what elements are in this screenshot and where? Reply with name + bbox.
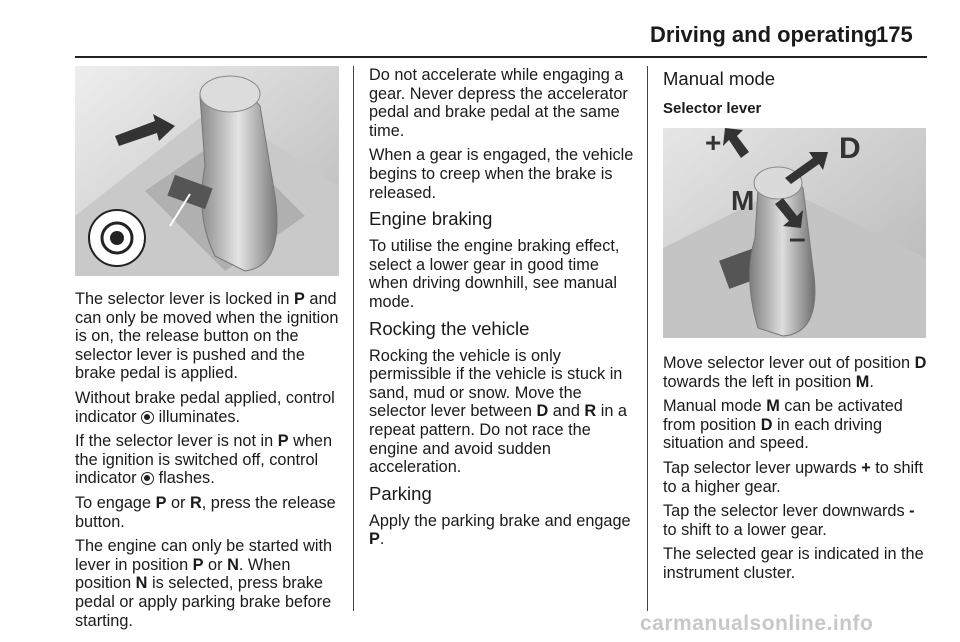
ignition-paragraph: If the selector lever is not in P when the ignition is switched off, control indicator flashes. xyxy=(75,432,333,488)
page-number: 175 xyxy=(876,22,913,47)
manual-mode-heading: Manual mode xyxy=(663,68,776,89)
downshift-paragraph: Tap the selector lever downwards - to shift to a lower gear. xyxy=(663,502,915,539)
column-divider-2 xyxy=(647,66,648,611)
watermark: carmanualsonline.info xyxy=(640,612,874,635)
brake-pedal-indicator-icon xyxy=(141,411,154,424)
page-header-title: Driving and operating xyxy=(650,22,878,47)
parking-heading: Parking xyxy=(369,482,432,504)
rocking-heading: Rocking the vehicle xyxy=(369,317,530,339)
indicator-paragraph: Without brake pedal applied, control indicator illuminates. xyxy=(75,388,335,426)
header-rule xyxy=(75,56,927,58)
column-1 xyxy=(75,290,345,636)
accelerate-paragraph: Do not accelerate while engaging a gear. Never depress the accelerator pedal and brake pedal at the same time. xyxy=(369,66,628,140)
engage-paragraph: To engage P or R, press the release button. xyxy=(75,493,336,531)
minus-label: – xyxy=(789,222,806,255)
parking-paragraph: Apply the parking brake and engage P. xyxy=(369,511,631,549)
column-divider-1 xyxy=(353,66,354,611)
plus-label: + xyxy=(705,128,722,158)
drive-label: D xyxy=(839,132,861,165)
manual-activate-paragraph: Manual mode M can be activated from position D in each driving situation and speed. xyxy=(663,397,903,453)
column-3 xyxy=(663,354,929,589)
move-lever-paragraph: Move selector lever out of position D towards the left in position M. xyxy=(663,354,927,391)
creep-paragraph: When a gear is engaged, the vehicle begins to creep when the brake is released. xyxy=(369,146,634,202)
engine-braking-paragraph: To utilise the engine braking effect, select a lower gear in good time when driving downhill, see manual mode. xyxy=(369,237,620,311)
selector-lever-heading: Selector lever xyxy=(663,100,762,117)
manual-label: M xyxy=(731,185,755,216)
start-paragraph: The engine can only be started with lever in position P or N. When position N is selected, press brake pedal or apply parking brake before starting. xyxy=(75,537,333,630)
manual-mode-figure xyxy=(663,128,926,338)
brake-pedal-indicator-icon xyxy=(141,472,154,485)
column-2 xyxy=(369,66,637,555)
column-3-headings xyxy=(663,66,927,128)
engine-braking-heading: Engine braking xyxy=(369,208,493,230)
upshift-paragraph: Tap selector lever upwards + to shift to a higher gear. xyxy=(663,458,924,496)
rocking-paragraph: Rocking the vehicle is only permissible if the vehicle is stuck in sand, mud or snow. Move the selector lever between D and R in a repeat pattern. Do not race the engine and avoid sudden acceleration. xyxy=(369,346,627,477)
lock-paragraph: The selector lever is locked in P and can only be moved when the ignition is on, the release button on the selector lever is pushed and the brake pedal is applied. xyxy=(75,290,339,383)
selector-lever-lock-figure xyxy=(75,66,339,276)
gear-indicated-paragraph: The selected gear is indicated in the instrument cluster. xyxy=(663,545,924,582)
